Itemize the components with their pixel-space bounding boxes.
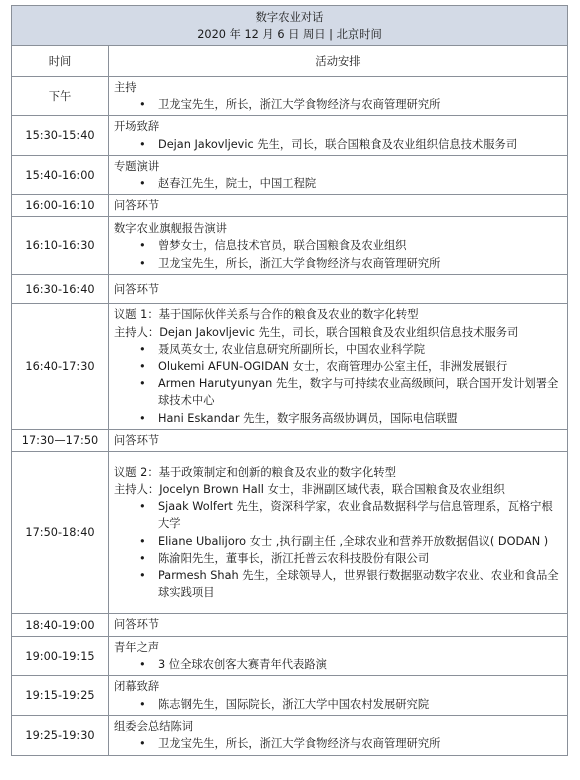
row-time: 19:00-19:15 — [12, 637, 109, 676]
row-time: 18:40-19:00 — [12, 614, 109, 637]
speaker-item: • Eliane Ubalijoro 女士 ,执行副主任 ,全球农业和营养开放数据倡议( DODAN ) — [114, 533, 563, 550]
speaker-item: • 卫龙宝先生，所长，浙江大学食物经济与农商管理研究所 — [114, 96, 563, 113]
speaker-list — [114, 136, 563, 153]
table-row — [12, 217, 568, 275]
speaker-list — [114, 237, 563, 271]
table-row — [12, 614, 568, 637]
speaker-list — [114, 735, 563, 752]
speaker-item: • 陈志钢先生，国际院长，浙江大学中国农村发展研究院 — [114, 696, 563, 713]
speaker-item: • 卫龙宝先生，所长，浙江大学食物经济与农商管理研究所 — [114, 255, 563, 272]
row-time: 16:40-17:30 — [12, 304, 109, 429]
speaker-item: • Olukemi AFUN-OGIDAN 女士，农商管理办公室主任，非洲发展银行 — [114, 358, 563, 375]
row-time: 15:40-16:00 — [12, 155, 109, 194]
activity-title: 组委会总结陈词 — [114, 720, 194, 734]
speaker-list — [114, 498, 563, 601]
activity-host: 主持人：Jocelyn Brown Hall 女士，非洲副区域代表，联合国粮食及农业组织 — [114, 482, 505, 496]
row-time: 17:50-18:40 — [12, 452, 109, 614]
header-time: 时间 — [12, 46, 109, 77]
row-activity — [109, 676, 568, 715]
row-time: 16:10-16:30 — [12, 217, 109, 275]
activity-host: 主持人：Dejan Jakovljevic 先生，司长，联合国粮食及农业组织信息技术服务司 — [114, 325, 519, 339]
table-row — [12, 452, 568, 614]
table-row — [12, 116, 568, 155]
activity-title: 议题 2：基于政策制定和创新的粮食及农业的数字化转型 — [114, 465, 396, 479]
speaker-item: • 卫龙宝先生，所长，浙江大学食物经济与农商管理研究所 — [114, 735, 563, 752]
row-activity — [109, 614, 568, 637]
speaker-list — [114, 96, 563, 113]
row-time: 15:30-15:40 — [12, 116, 109, 155]
row-time: 19:25-19:30 — [12, 715, 109, 755]
title-row — [12, 6, 568, 46]
speaker-item: • 赵春江先生，院士，中国工程院 — [114, 175, 563, 192]
speaker-item: • Hani Eskandar 先生，数字服务高级协调员，国际电信联盟 — [114, 410, 563, 427]
speaker-item: • Armen Harutyunyan 先生，数字与可持续农业高级顾问，联合国开发计划署全球技术中心 — [114, 375, 563, 409]
table-row — [12, 275, 568, 304]
speaker-list — [114, 175, 563, 192]
row-time: 17:30—17:50 — [12, 429, 109, 451]
table-row — [12, 155, 568, 194]
header-row — [12, 46, 568, 77]
row-time: 19:15-19:25 — [12, 676, 109, 715]
activity-title: 开场致辞 — [114, 120, 160, 134]
row-time: 下午 — [12, 77, 109, 116]
activity-title: 问答环节 — [114, 199, 160, 213]
activity-title: 议题 1：基于国际伙伴关系与合作的粮食及农业的数字化转型 — [114, 308, 419, 322]
row-time: 16:00-16:10 — [12, 195, 109, 217]
table-row — [12, 304, 568, 429]
row-activity — [109, 429, 568, 451]
row-activity — [109, 116, 568, 155]
table-row — [12, 77, 568, 116]
row-activity — [109, 637, 568, 676]
speaker-item: • Parmesh Shah 先生，全球领导人，世界银行数据驱动数字农业、农业和食品全球实践项目 — [114, 567, 563, 601]
table-row — [12, 429, 568, 451]
row-activity — [109, 304, 568, 429]
activity-title: 问答环节 — [114, 433, 160, 447]
activity-title: 青年之声 — [114, 641, 160, 655]
speaker-list — [114, 341, 563, 427]
speaker-item: • Dejan Jakovljevic 先生，司长，联合国粮食及农业组织信息技术服务司 — [114, 136, 563, 153]
activity-title: 问答环节 — [114, 282, 160, 296]
speaker-item: • 曾梦女士，信息技术官员，联合国粮食及农业组织 — [114, 237, 563, 254]
event-date: 2020 年 12 月 6 日 周日 | 北京时间 — [197, 28, 382, 41]
activity-title: 专题演讲 — [114, 159, 160, 173]
row-activity — [109, 275, 568, 304]
table-title-cell — [12, 6, 568, 46]
speaker-item: • Sjaak Wolfert 先生，资深科学家，农业食品数据科学与信息管理系，瓦格宁根大学 — [114, 498, 563, 532]
speaker-list — [114, 656, 563, 673]
table-row — [12, 195, 568, 217]
table-row — [12, 715, 568, 755]
table-row — [12, 676, 568, 715]
activity-title: 数字农业旗舰报告演讲 — [114, 222, 227, 236]
row-time: 16:30-16:40 — [12, 275, 109, 304]
row-activity — [109, 77, 568, 116]
speaker-item: • 聂凤英女士, 农业信息研究所副所长，中国农业科学院 — [114, 341, 563, 358]
activity-title: 问答环节 — [114, 618, 160, 632]
row-activity — [109, 155, 568, 194]
table-row — [12, 637, 568, 676]
event-title: 数字农业对话 — [255, 11, 324, 24]
speaker-item: • 陈渝阳先生，董事长，浙江托普云农科技股份有限公司 — [114, 550, 563, 567]
activity-title: 主持 — [114, 81, 137, 94]
speaker-item: • 3 位全球农创客大赛青年代表路演 — [114, 656, 563, 673]
activity-title: 闭幕致辞 — [114, 680, 160, 694]
speaker-list — [114, 696, 563, 713]
header-activity: 活动安排 — [109, 46, 568, 77]
schedule-table — [11, 5, 568, 756]
row-activity — [109, 452, 568, 614]
row-activity — [109, 195, 568, 217]
row-activity — [109, 217, 568, 275]
row-activity — [109, 715, 568, 755]
schedule-document — [11, 5, 568, 756]
